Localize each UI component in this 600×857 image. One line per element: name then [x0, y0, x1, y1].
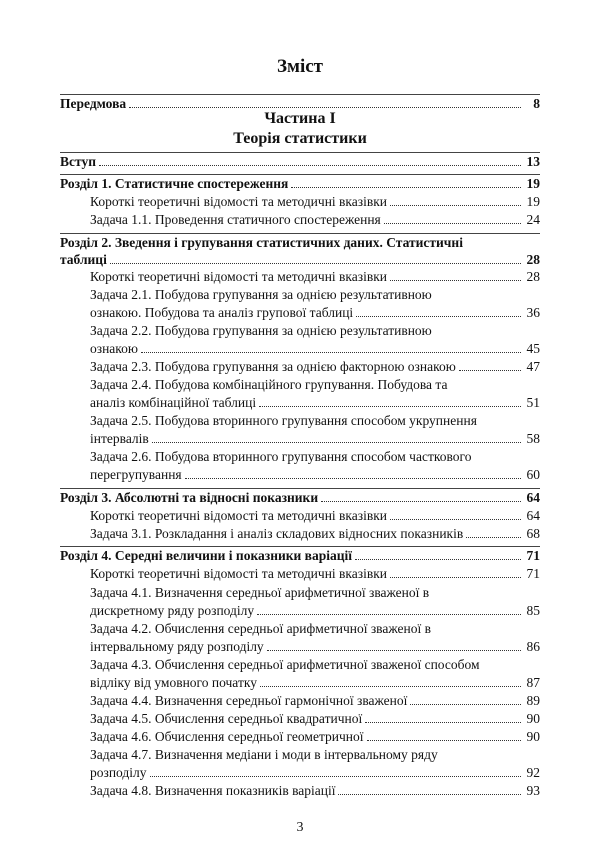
toc-entry-intro: Вступ 13 — [60, 154, 540, 169]
dot-leader — [260, 675, 521, 687]
toc-entry: розподілу 92 — [90, 765, 540, 780]
dot-leader — [257, 603, 521, 615]
dot-leader — [390, 566, 521, 578]
toc-entry: дискретному ряду розподілу 85 — [90, 603, 540, 618]
dot-leader — [321, 490, 521, 502]
page-title: Зміст — [276, 56, 323, 77]
toc-section-1: Розділ 1. Статистичне спостереження 19 — [60, 176, 540, 191]
toc-entry: Короткі теоретичні відомості та методичні вказівки 19 — [90, 194, 540, 209]
dot-leader — [390, 508, 521, 520]
toc-section-4: Розділ 4. Середні величини і показники варіації 71 — [60, 548, 540, 563]
dot-leader — [99, 154, 521, 166]
toc-entry: перегрупування 60 — [90, 467, 540, 482]
dot-leader — [291, 176, 521, 188]
toc-entry-line: Задача 4.7. Визначення медіани і моди в інтервальному ряду — [90, 747, 438, 762]
dot-leader — [367, 729, 521, 741]
toc-entry: інтервальному ряду розподілу 86 — [90, 639, 540, 654]
dot-leader — [152, 431, 521, 443]
dot-leader — [110, 252, 521, 264]
toc-entry: Задача 4.8. Визначення показників варіації 93 — [90, 783, 540, 798]
toc-section-3: Розділ 3. Абсолютні та відносні показники 64 — [60, 490, 540, 505]
dot-leader — [356, 305, 521, 317]
dot-leader — [267, 639, 521, 651]
toc-entry: Задача 4.4. Визначення середньої гармонічної зваженої 89 — [90, 693, 540, 708]
dot-leader — [129, 96, 521, 108]
dot-leader — [384, 212, 521, 224]
dot-leader — [141, 341, 521, 353]
toc-entry: Задача 2.3. Побудова групування за однією факторною ознакою 47 — [90, 359, 540, 374]
dot-leader — [259, 395, 521, 407]
toc-entry: ознакою. Побудова та аналіз групової таблиці 36 — [90, 305, 540, 320]
dot-leader — [338, 783, 521, 795]
toc-entry-line: Задача 2.1. Побудова групування за однією результативною — [90, 287, 432, 302]
toc-entry: ознакою 45 — [90, 341, 540, 356]
toc-entry: інтервалів 58 — [90, 431, 540, 446]
toc-entry-preface: Передмова 8 — [60, 96, 540, 111]
dot-leader — [390, 194, 521, 206]
part-label: Частина I — [264, 110, 336, 127]
toc-entry-line: Задача 2.4. Побудова комбінаційного групування. Побудова та — [90, 377, 448, 392]
toc-entry-line: Задача 2.5. Побудова вторинного групування способом укрупнення — [90, 413, 477, 428]
toc-entry: Задача 3.1. Розкладання і аналіз складових відносних показників 68 — [90, 526, 540, 541]
toc-section-2: таблиці 28 — [60, 252, 540, 267]
dot-leader — [410, 693, 521, 705]
dot-leader — [390, 269, 521, 281]
toc-entry: аналіз комбінаційної таблиці 51 — [90, 395, 540, 410]
dot-leader — [150, 765, 521, 777]
toc-entry-line: Задача 4.3. Обчислення середньої арифметичної зваженої способом — [90, 657, 480, 672]
toc-entry: відліку від умовного початку 87 — [90, 675, 540, 690]
toc-entry: Задача 4.6. Обчислення середньої геометричної 90 — [90, 729, 540, 744]
page-number: 3 — [296, 820, 304, 835]
dot-leader — [459, 359, 521, 371]
part-title: Теорія статистики — [233, 130, 367, 147]
dot-leader — [355, 548, 521, 560]
toc-entry: Короткі теоретичні відомості та методичні вказівки 64 — [90, 508, 540, 523]
dot-leader — [365, 711, 521, 723]
toc-entry: Задача 1.1. Проведення статичного спостереження 24 — [90, 212, 540, 227]
toc-entry-line: Задача 4.1. Визначення середньої арифметичної зваженої в — [90, 585, 430, 600]
toc-entry: Задача 4.5. Обчислення середньої квадратичної 90 — [90, 711, 540, 726]
dot-leader — [466, 526, 521, 538]
dot-leader — [185, 467, 521, 479]
toc-entry-line: Задача 4.2. Обчислення середньої арифметичної зваженої в — [90, 621, 431, 636]
toc-entry: Короткі теоретичні відомості та методичні вказівки 28 — [90, 269, 540, 284]
toc-entry: Короткі теоретичні відомості та методичні вказівки 71 — [90, 566, 540, 581]
toc-entry-line: Задача 2.6. Побудова вторинного групування способом часткового — [90, 449, 472, 464]
toc-section-2-title: Розділ 2. Зведення і групування статистичних даних. Статистичні — [60, 235, 463, 250]
toc-entry-line: Задача 2.2. Побудова групування за однією результативною — [90, 323, 432, 338]
